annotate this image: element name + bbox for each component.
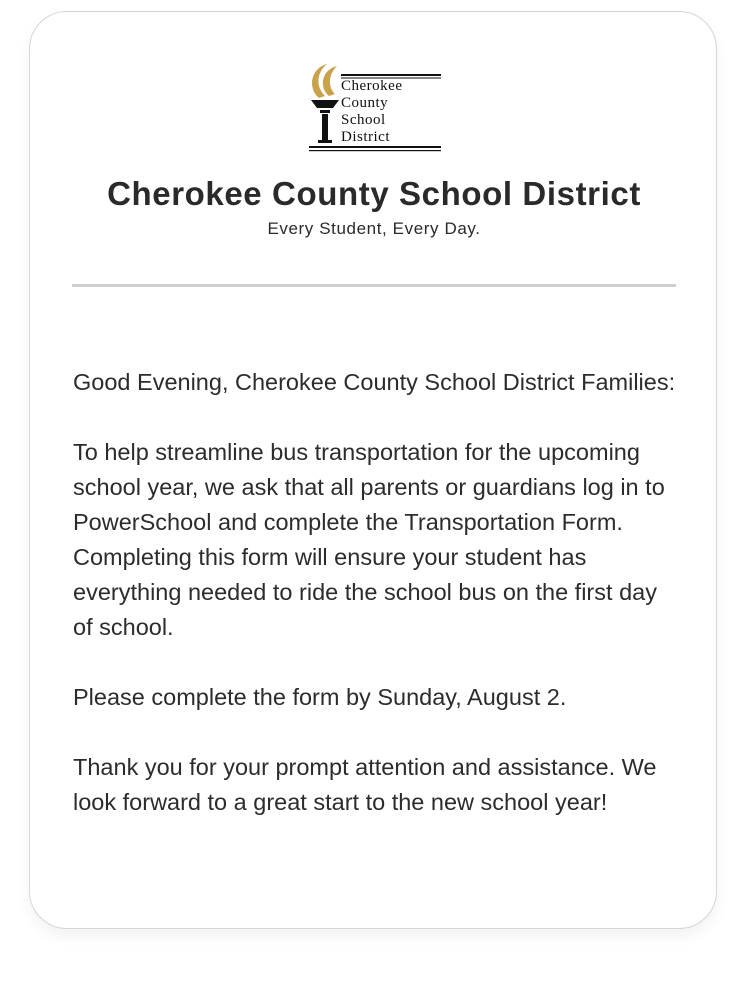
district-logo [305, 60, 445, 160]
announcement-card [29, 11, 717, 929]
message-paragraph: To help streamline bus transportation for the upcoming school year, we ask that all parents or guardians log in to PowerSchool and complete the Transportation Form. Completing this form will ensure your student has everything needed to ride the school bus on the first day of school. [73, 439, 665, 640]
logo-line: Cherokee [341, 78, 403, 94]
logo-wordmark [341, 78, 402, 146]
message-body [73, 365, 683, 855]
closing-paragraph: Thank you for your prompt attention and assistance. We look forward to a great start to the new school year! [73, 754, 657, 815]
tagline: Every Student, Every Day. [267, 219, 481, 238]
page-title: Cherokee County School District [107, 175, 641, 212]
logo-line: District [341, 129, 390, 145]
greeting: Good Evening, Cherokee County School District Families: [73, 369, 676, 395]
divider [72, 284, 676, 287]
logo-line: County [341, 95, 389, 111]
logo-line: School [341, 112, 386, 128]
deadline-paragraph: Please complete the form by Sunday, August 2. [73, 684, 567, 710]
